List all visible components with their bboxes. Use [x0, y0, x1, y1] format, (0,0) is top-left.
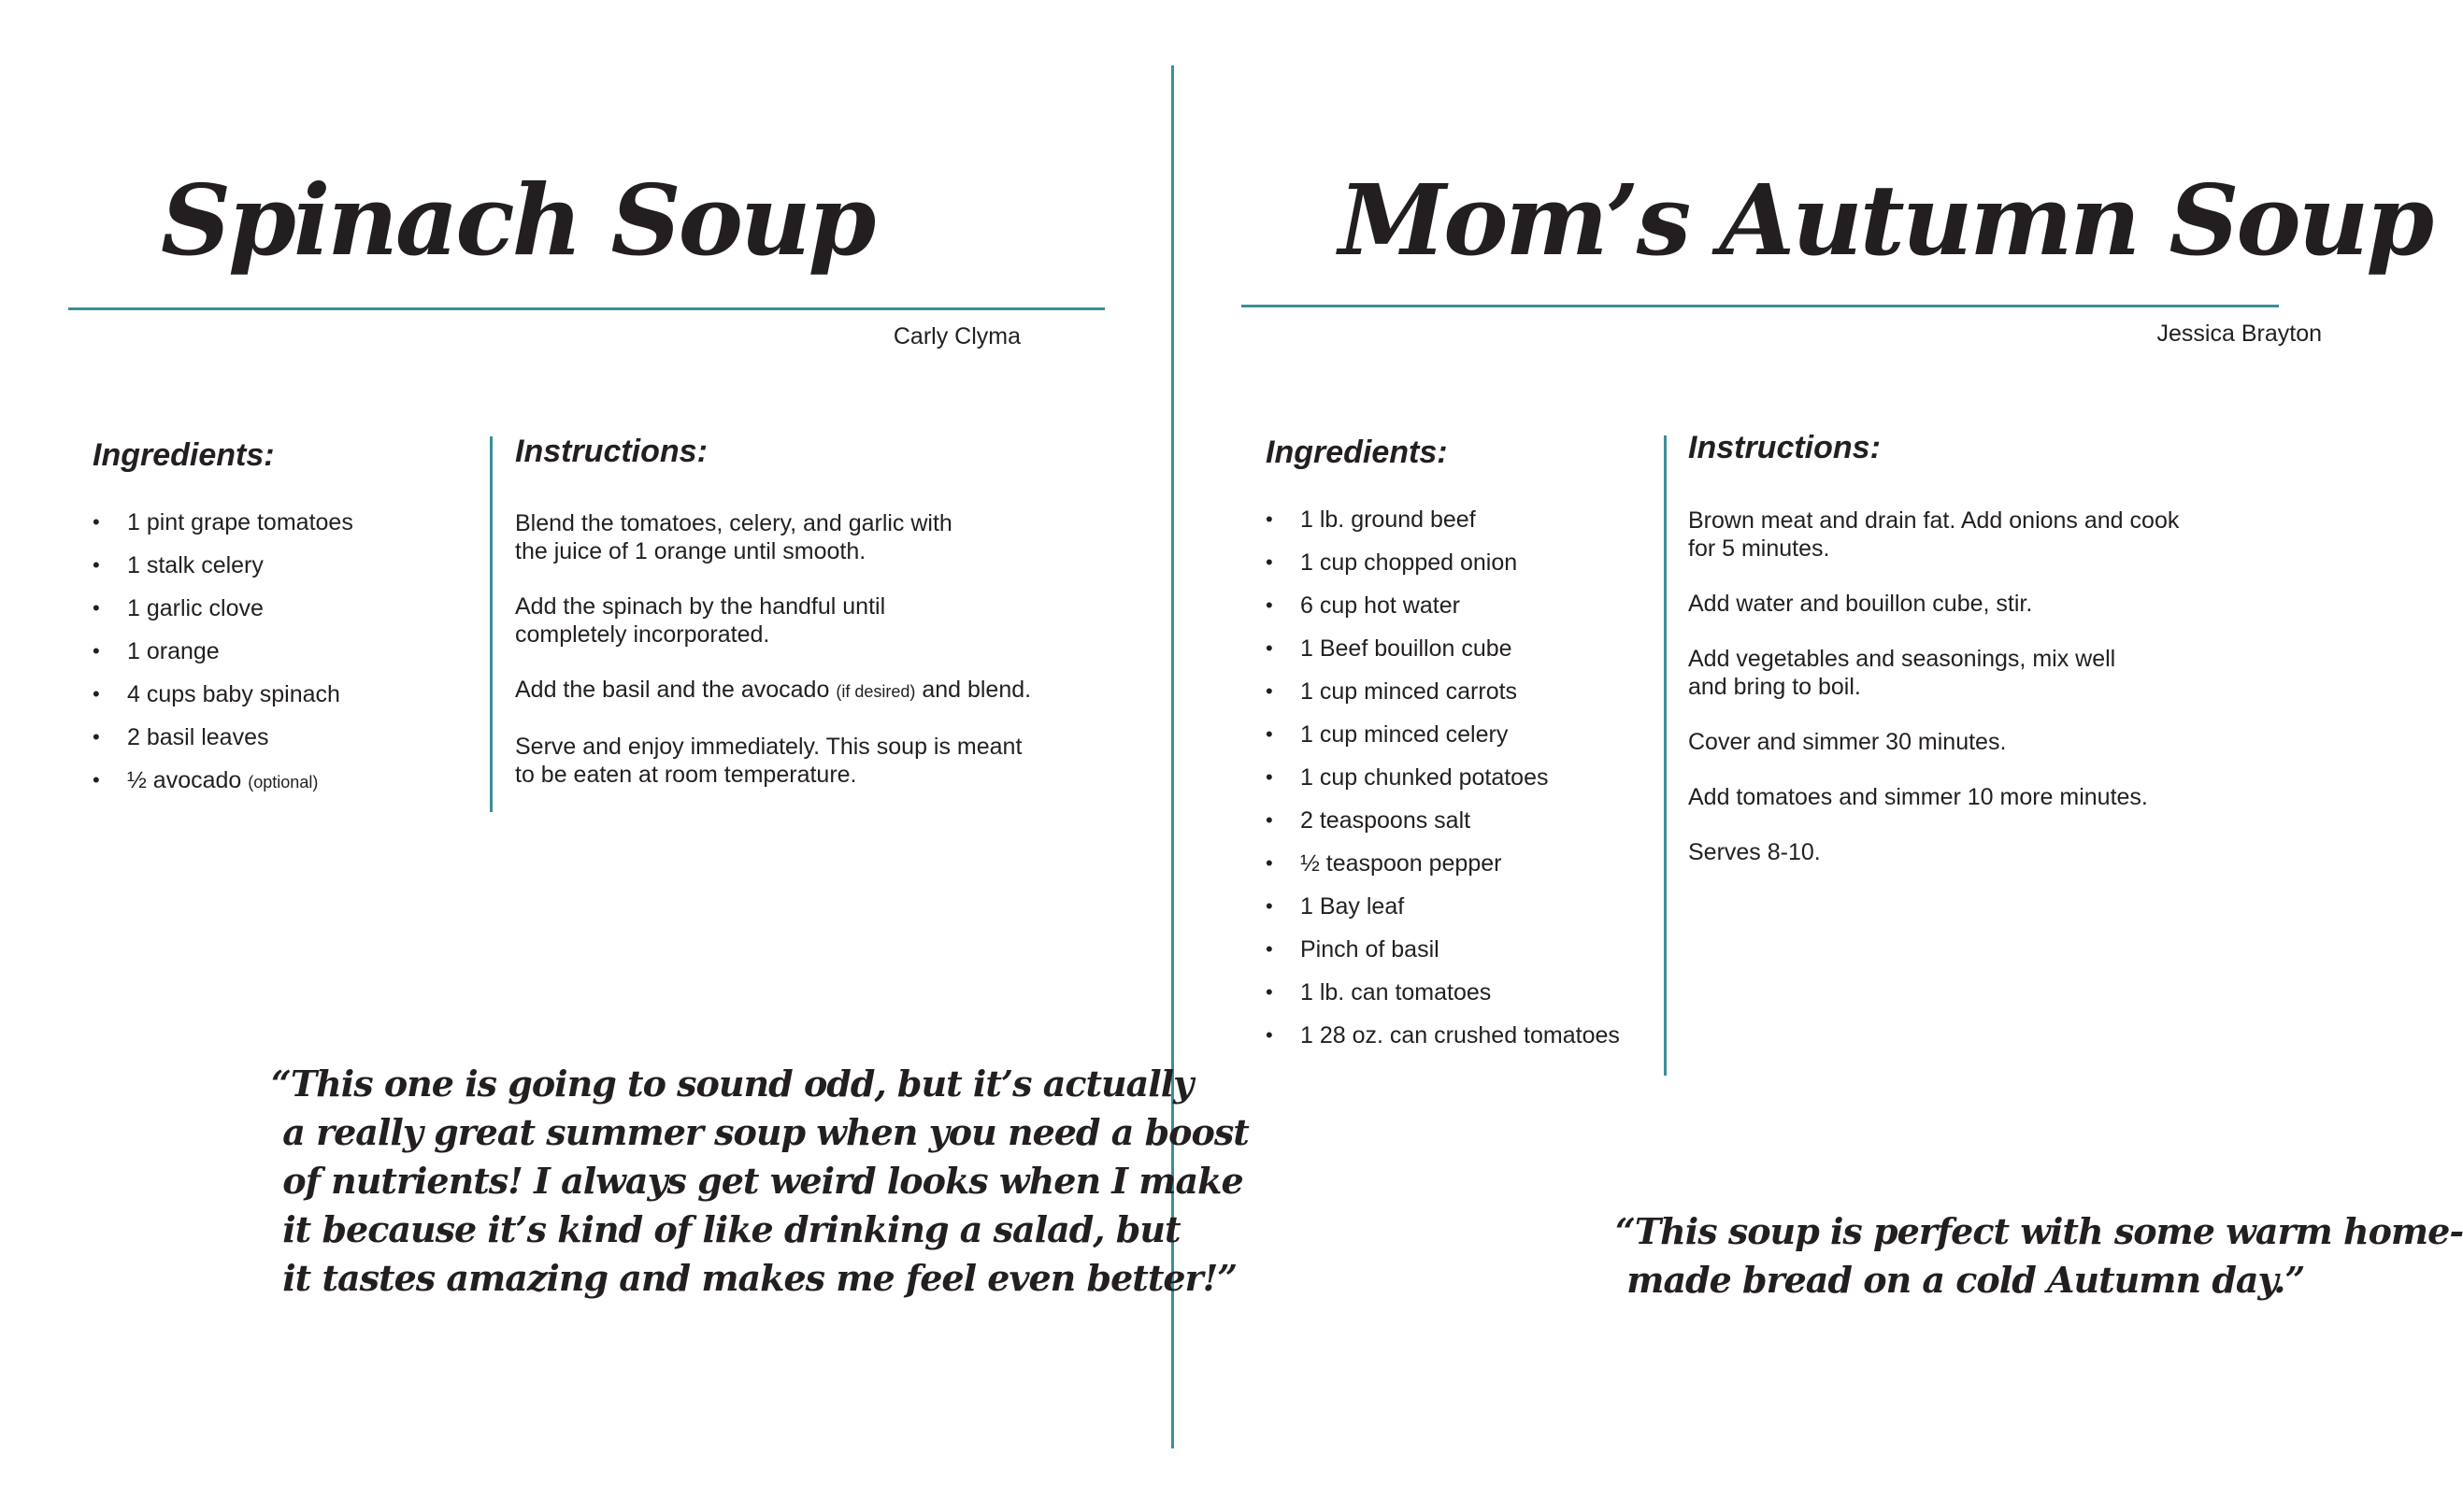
bullet-icon: • [93, 596, 100, 620]
ingredient-item [93, 723, 353, 766]
instruction-text: Add the spinach by the handful until completely incorporated. [515, 593, 886, 648]
bullet-icon: • [1266, 765, 1273, 789]
ingredient-text: 1 lb. can tomatoes [1300, 979, 1492, 1006]
column-divider [490, 436, 493, 812]
instruction-step [1688, 645, 2268, 701]
ingredient-text: ½ avocado [127, 767, 242, 793]
bullet-icon: • [1266, 937, 1273, 961]
bullet-icon: • [1266, 980, 1273, 1004]
ingredients-list [1266, 506, 1620, 1064]
instruction-text-end: and blend. [922, 677, 1032, 703]
bullet-icon: • [1266, 1023, 1273, 1047]
instructions-heading: Instructions: [1688, 430, 1881, 465]
ingredient-note: (optional) [248, 773, 319, 792]
ingredient-item [1266, 506, 1620, 549]
autumn-soup-page [1174, 0, 2463, 1512]
ingredient-item [93, 551, 353, 594]
ingredient-item [93, 508, 353, 551]
recipe-title: Spinach Soup [161, 163, 874, 278]
ingredient-text: 1 garlic clove [127, 595, 264, 621]
instruction-text: Serve and enjoy immediately. This soup is meant to be eaten at room temperature. [515, 734, 1023, 788]
instruction-text: Brown meat and drain fat. Add onions and cook for 5 minutes. [1688, 507, 2180, 562]
ingredients-heading: Ingredients: [1266, 435, 1448, 470]
ingredient-item [1266, 763, 1620, 806]
ingredient-item [1266, 678, 1620, 720]
bullet-icon: • [93, 510, 100, 534]
ingredient-item [1266, 849, 1620, 892]
ingredients-list [93, 508, 353, 809]
ingredient-item [93, 766, 353, 809]
ingredient-text: 4 cups baby spinach [127, 681, 340, 707]
ingredient-text: 1 Beef bouillon cube [1300, 635, 1512, 662]
ingredient-text: 1 28 oz. can crushed tomatoes [1300, 1022, 1620, 1048]
instruction-text: Blend the tomatoes, celery, and garlic with the juice of 1 orange until smooth. [515, 510, 952, 564]
ingredient-item [1266, 635, 1620, 678]
recipe-quote: “This soup is perfect with some warm home- made bread on a cold Autumn day.” [1615, 1210, 2463, 1301]
ingredient-text: 2 basil leaves [127, 724, 269, 750]
recipe-quote: “This one is going to sound odd, but it’s actually a really great summer soup when you need a boost of nutrients! I always get weird looks when I make it because it’s kind of like drinking a salad, but it tastes amazing and makes me feel even better!” [271, 1063, 1249, 1299]
ingredient-item [1266, 935, 1620, 978]
instruction-text: Add the basil and the avocado [515, 677, 830, 703]
instruction-step [1688, 783, 2268, 811]
ingredient-text: 1 stalk celery [127, 552, 264, 578]
ingredient-text: 1 orange [127, 638, 220, 664]
ingredient-text: 1 Bay leaf [1300, 893, 1405, 920]
ingredient-item [1266, 978, 1620, 1021]
bullet-icon: • [1266, 636, 1273, 660]
ingredient-text: Pinch of basil [1300, 936, 1439, 963]
instruction-step [515, 592, 1095, 649]
bullet-icon: • [1266, 722, 1273, 746]
instructions-heading: Instructions: [515, 434, 708, 469]
ingredient-text: 1 cup chunked potatoes [1300, 764, 1549, 791]
instruction-text: Add water and bouillon cube, stir. [1688, 591, 2033, 617]
title-rule [1241, 305, 2279, 307]
ingredient-item [1266, 720, 1620, 763]
bullet-icon: • [1266, 851, 1273, 875]
ingredient-text: 1 cup minced carrots [1300, 678, 1518, 705]
recipe-title: Mom’s Autumn Soup [1339, 163, 2432, 278]
bullet-icon: • [93, 682, 100, 706]
ingredient-text: 2 teaspoons salt [1300, 807, 1471, 834]
ingredient-text: 1 lb. ground beef [1300, 506, 1476, 533]
instruction-note: (if desired) [836, 682, 916, 701]
bullet-icon: • [1266, 507, 1273, 531]
instruction-text: Cover and simmer 30 minutes. [1688, 729, 2007, 755]
ingredient-item [1266, 1021, 1620, 1064]
bullet-icon: • [93, 639, 100, 663]
ingredient-item [1266, 892, 1620, 935]
column-divider [1664, 435, 1667, 1076]
instructions-list [1688, 506, 2268, 893]
ingredient-item [1266, 549, 1620, 592]
bullet-icon: • [1266, 808, 1273, 832]
instruction-step [1688, 590, 2268, 618]
instruction-step [1688, 838, 2268, 866]
bullet-icon: • [1266, 894, 1273, 918]
bullet-icon: • [1266, 679, 1273, 703]
instruction-step [1688, 506, 2268, 563]
instruction-text: Serves 8-10. [1688, 839, 1821, 865]
instruction-text: Add tomatoes and simmer 10 more minutes. [1688, 784, 2148, 810]
instruction-step [515, 733, 1095, 789]
ingredient-text: 1 cup minced celery [1300, 721, 1509, 748]
title-rule [68, 307, 1105, 310]
ingredient-text: ½ teaspoon pepper [1300, 850, 1502, 877]
bullet-icon: • [93, 553, 100, 577]
ingredient-item [1266, 806, 1620, 849]
instructions-list [515, 509, 1095, 816]
bullet-icon: • [1266, 550, 1273, 574]
ingredient-item [93, 594, 353, 637]
bullet-icon: • [93, 768, 100, 792]
recipe-author: Carly Clyma [893, 323, 1021, 349]
ingredient-item [1266, 592, 1620, 635]
instruction-step [1688, 728, 2268, 756]
ingredient-item [93, 637, 353, 680]
instruction-text: Add vegetables and seasonings, mix well and bring to boil. [1688, 646, 2116, 700]
ingredient-text: 1 cup chopped onion [1300, 549, 1518, 576]
ingredient-text: 6 cup hot water [1300, 592, 1460, 619]
ingredient-item [93, 680, 353, 723]
bullet-icon: • [1266, 593, 1273, 617]
bullet-icon: • [93, 725, 100, 749]
instruction-step [515, 509, 1095, 565]
recipe-author: Jessica Brayton [2156, 321, 2322, 347]
ingredient-text: 1 pint grape tomatoes [127, 509, 353, 535]
ingredients-heading: Ingredients: [93, 437, 275, 473]
instruction-step [515, 676, 1095, 706]
